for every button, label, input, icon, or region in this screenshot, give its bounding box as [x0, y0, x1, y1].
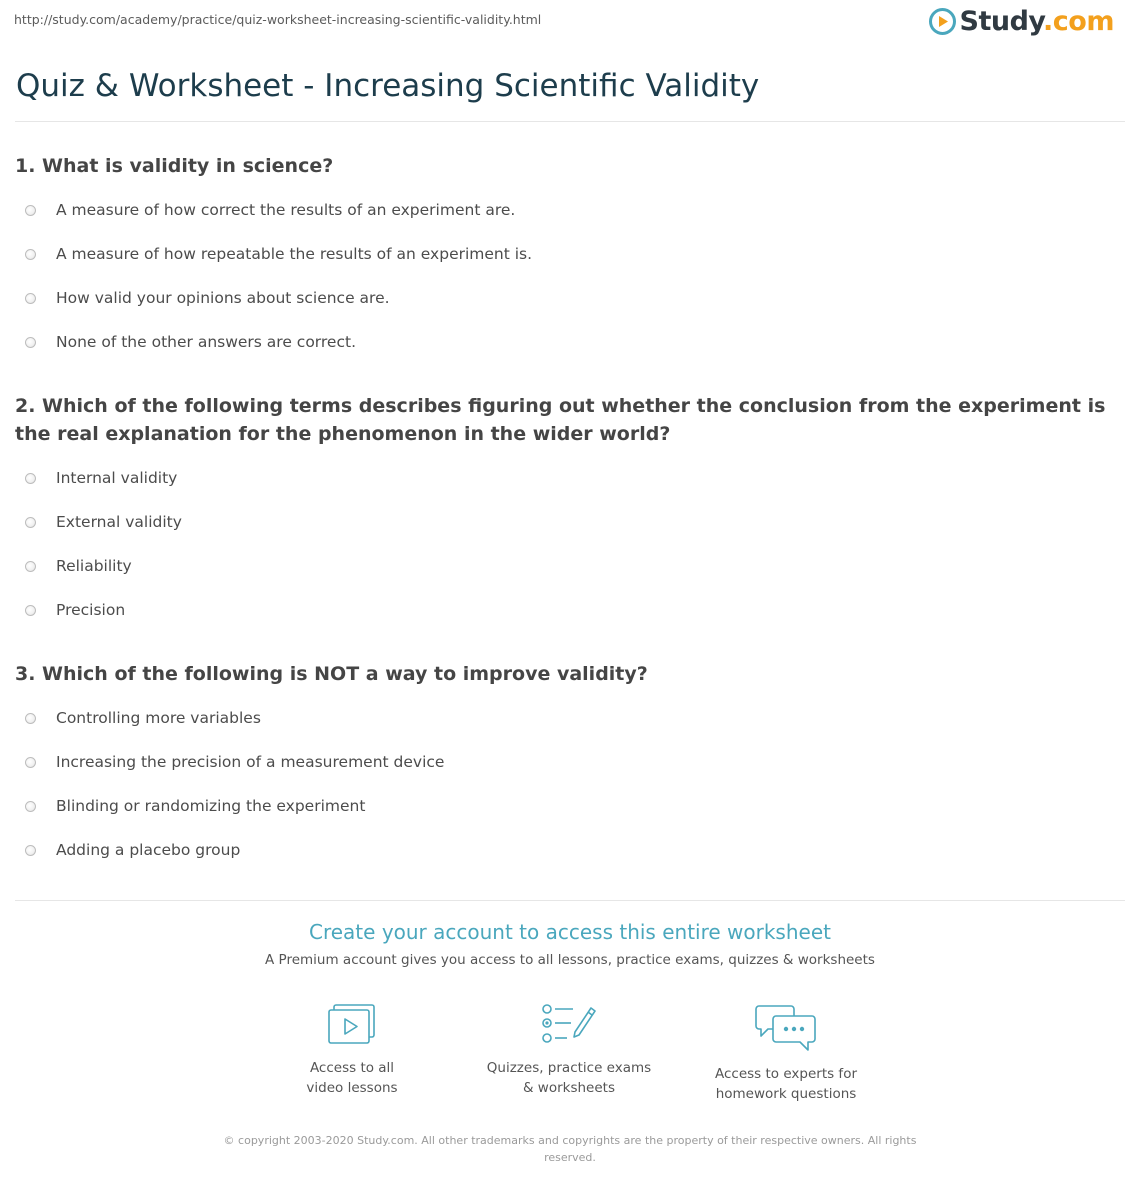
question-2 — [15, 392, 1115, 632]
answer-option[interactable] — [15, 784, 1115, 828]
answer-label: External validity — [56, 513, 182, 531]
copyright-notice: © copyright 2003-2020 Study.com. All other trademarks and copyrights are the property of their respective owners. All rights reserved. — [223, 1134, 917, 1164]
radio-button[interactable] — [25, 249, 36, 260]
answer-option[interactable] — [15, 320, 1115, 364]
top-bar — [0, 0, 1140, 45]
radio-button[interactable] — [25, 713, 36, 724]
answer-label: Internal validity — [56, 469, 178, 487]
answer-label: Increasing the precision of a measurement device — [56, 753, 445, 771]
answer-option[interactable] — [15, 456, 1115, 500]
feature-label — [686, 1064, 886, 1104]
answer-option[interactable] — [15, 696, 1115, 740]
question-text: 3. Which of the following is NOT a way to improve validity? — [15, 663, 648, 685]
promo-subtitle: A Premium account gives you access to all lessons, practice exams, quizzes & worksheets — [265, 952, 875, 968]
answer-option[interactable] — [15, 740, 1115, 784]
feature-label — [252, 1058, 452, 1098]
page-title: Quiz & Worksheet - Increasing Scientific Validity — [16, 68, 760, 104]
radio-button[interactable] — [25, 801, 36, 812]
study-logo-text — [960, 6, 1114, 37]
premium-promo — [0, 920, 1140, 968]
radio-button[interactable] — [25, 845, 36, 856]
answer-list — [15, 456, 1115, 632]
radio-button[interactable] — [25, 337, 36, 348]
feature-label — [469, 1058, 669, 1098]
feature-label-line-1: Access to all — [309, 1060, 395, 1076]
answer-option[interactable] — [15, 588, 1115, 632]
promo-title-link[interactable]: Create your account to access this entire worksheet — [309, 920, 831, 944]
radio-button[interactable] — [25, 473, 36, 484]
radio-button[interactable] — [25, 205, 36, 216]
radio-button[interactable] — [25, 293, 36, 304]
answer-label: How valid your opinions about science are. — [56, 289, 390, 307]
radio-button[interactable] — [25, 605, 36, 616]
answer-label: None of the other answers are correct. — [56, 333, 356, 351]
feature-quizzes — [469, 1002, 669, 1098]
feature-list — [0, 1002, 1140, 1112]
answer-option[interactable] — [15, 500, 1115, 544]
feature-label-line-1: Quizzes, practice exams — [486, 1060, 652, 1076]
answer-label: Blinding or randomizing the experiment — [56, 797, 366, 815]
question-text: 1. What is validity in science? — [15, 155, 334, 177]
answer-option[interactable] — [15, 232, 1115, 276]
title-divider — [15, 121, 1125, 122]
study-logo-link[interactable] — [929, 6, 1114, 37]
question-text: 2. Which of the following terms describes figuring out whether the conclusion from the experiment is the real explanation for the phenomenon in the wider world? — [15, 395, 1106, 445]
quiz-checklist-icon — [541, 1002, 597, 1048]
answer-label: Adding a placebo group — [56, 841, 241, 859]
answer-list — [15, 696, 1115, 872]
radio-button[interactable] — [25, 757, 36, 768]
feature-label-line-1: Access to experts for — [714, 1066, 857, 1082]
logo-name: Study — [959, 6, 1044, 37]
answer-label: A measure of how correct the results of an experiment are. — [56, 201, 516, 219]
chat-bubbles-icon — [754, 1002, 818, 1054]
answer-label: Precision — [56, 601, 126, 619]
answer-label: Controlling more variables — [56, 709, 261, 727]
question-3 — [15, 660, 1115, 872]
feature-experts — [686, 1002, 886, 1104]
answer-label: Reliability — [56, 557, 132, 575]
feature-label-line-2: homework questions — [715, 1086, 857, 1102]
answer-option[interactable] — [15, 276, 1115, 320]
answer-option[interactable] — [15, 188, 1115, 232]
study-logo-icon — [929, 8, 956, 35]
answer-label: A measure of how repeatable the results of an experiment is. — [56, 245, 533, 263]
answer-option[interactable] — [15, 544, 1115, 588]
promo-divider — [15, 900, 1125, 901]
radio-button[interactable] — [25, 561, 36, 572]
logo-dot-com: .com — [1043, 6, 1114, 37]
radio-button[interactable] — [25, 517, 36, 528]
page-url: http://study.com/academy/practice/quiz-worksheet-increasing-scientific-validity.html — [14, 12, 542, 27]
answer-list — [15, 188, 1115, 364]
feature-label-line-2: video lessons — [306, 1080, 398, 1096]
question-1 — [15, 152, 1115, 364]
feature-label-line-2: & worksheets — [522, 1080, 615, 1096]
video-lessons-icon — [326, 1002, 378, 1048]
feature-video-lessons — [252, 1002, 452, 1098]
answer-option[interactable] — [15, 828, 1115, 872]
